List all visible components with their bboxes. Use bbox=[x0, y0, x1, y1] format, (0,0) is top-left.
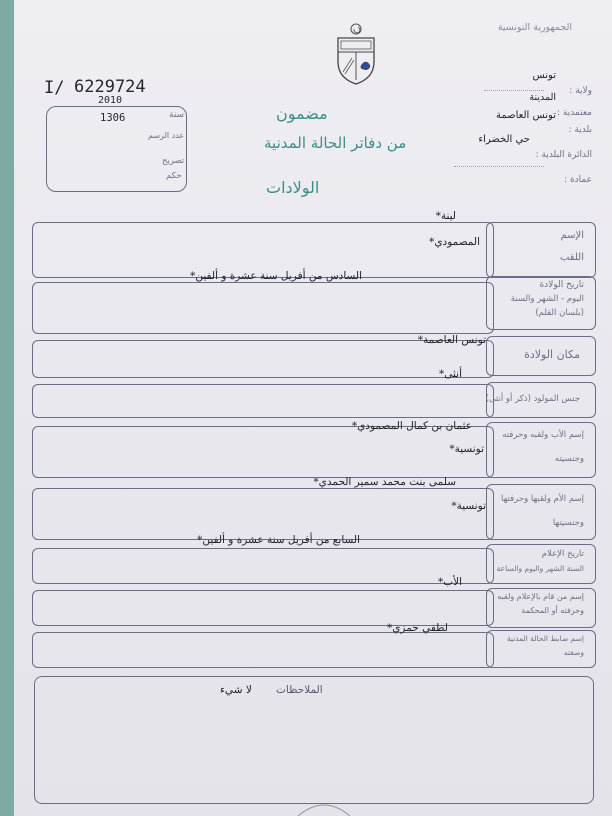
year-label: سنة bbox=[169, 110, 185, 120]
father-value: عثمان بن كمال المصمودي* bbox=[351, 420, 472, 432]
declaration-date-sublabel: السنة الشهر واليوم والساعة bbox=[496, 564, 584, 573]
registrar-sublabel: وصفته bbox=[563, 648, 584, 657]
sex-label: جنس المولود (ذكر أو أنثى) bbox=[485, 394, 580, 404]
declarant-label: إسم من قام بالإعلام ولقبه bbox=[497, 592, 584, 601]
serial-number: 6229724 bbox=[74, 77, 146, 97]
mother-nationality-value: تونسية* bbox=[451, 500, 486, 512]
surname-value: المصمودي* bbox=[429, 236, 480, 248]
republic-header: الجمهورية التونسية bbox=[497, 22, 572, 33]
declarant-value-box bbox=[32, 590, 494, 626]
record-number-value: 1306 bbox=[100, 112, 126, 124]
stamp-mark bbox=[294, 798, 354, 816]
declaration-date-label: تاريخ الإعلام bbox=[541, 549, 584, 559]
surname-label: اللقب bbox=[559, 252, 584, 263]
delegation-label: معتمدية : bbox=[556, 108, 592, 118]
birth-date-in-words-note: (بلسان القلم) bbox=[535, 308, 584, 318]
birth-date-value: السادس من أفريل سنة عشرة و ألفين* bbox=[190, 270, 362, 282]
district-label: الدائرة البلدية : bbox=[535, 150, 592, 160]
father-nationality-value: تونسية* bbox=[449, 443, 484, 455]
declarant-value: الأب* bbox=[437, 576, 462, 588]
birth-date-value-box bbox=[32, 282, 494, 334]
judgment-label: حكم bbox=[166, 171, 182, 181]
year-value: 2010 bbox=[98, 95, 123, 106]
mother-label-box bbox=[486, 484, 596, 540]
omda-label: عمادة : bbox=[564, 175, 592, 185]
mother-nationality-label: وجنسيتها bbox=[552, 518, 584, 528]
delegation-value: المدينة bbox=[529, 92, 556, 103]
record-number-label: عدد الرسم bbox=[148, 131, 185, 140]
sex-value-box bbox=[32, 384, 494, 418]
birth-place-label: مكان الولادة bbox=[524, 348, 580, 361]
title-extract: مضمون bbox=[276, 104, 328, 123]
registrar-value-box bbox=[32, 632, 494, 668]
first-name-value: لينة* bbox=[435, 210, 456, 222]
title-births: الولادات bbox=[266, 178, 320, 197]
sex-value: أنثى* bbox=[438, 368, 462, 380]
governorate-value: تونس bbox=[532, 70, 556, 81]
serial-prefix: I/ bbox=[44, 78, 65, 98]
mother-label: إسم الأم ولقبها وحرفتها bbox=[501, 494, 584, 504]
declaration-label: تصريح bbox=[162, 156, 185, 166]
birth-date-sublabel: اليوم - الشهر والسنة bbox=[510, 294, 584, 304]
district-value: حي الخضراء bbox=[478, 134, 530, 145]
mother-value: سلمى بنت محمد سمير الحمدي* bbox=[313, 476, 456, 488]
title-from-registers: من دفاتر الحالة المدنية bbox=[264, 134, 407, 152]
governorate-label: ولاية : bbox=[569, 86, 592, 96]
remarks-value: لا شيء bbox=[220, 684, 252, 696]
birth-certificate-extract bbox=[14, 0, 612, 816]
birth-place-value: تونس العاصمة* bbox=[417, 334, 486, 346]
father-nationality-label: وجنسيته bbox=[554, 454, 584, 464]
first-name-label: الإسم bbox=[560, 230, 584, 241]
tunisia-coat-of-arms-emblem bbox=[332, 22, 380, 88]
remarks-label: الملاحظات bbox=[276, 684, 323, 696]
birth-date-label: تاريخ الولادة bbox=[539, 280, 584, 290]
declaration-date-value: السابع من أفريل سنة عشرة و ألفين* bbox=[197, 534, 360, 546]
declarant-sublabel: وحرفته أو المحكمة bbox=[521, 606, 584, 615]
father-label: إسم الأب ولقبه وحرفته bbox=[502, 430, 584, 440]
mother-value-box bbox=[32, 488, 494, 540]
registrar-label: إسم ضابط الحالة المدنية bbox=[506, 634, 584, 643]
municipality-value: تونس العاصمة bbox=[496, 110, 556, 121]
father-value-box bbox=[32, 426, 494, 478]
municipality-label: بلدية : bbox=[568, 125, 592, 135]
declaration-date-value-box bbox=[32, 548, 494, 584]
registrar-value: لطفي حمزي* bbox=[386, 622, 448, 634]
